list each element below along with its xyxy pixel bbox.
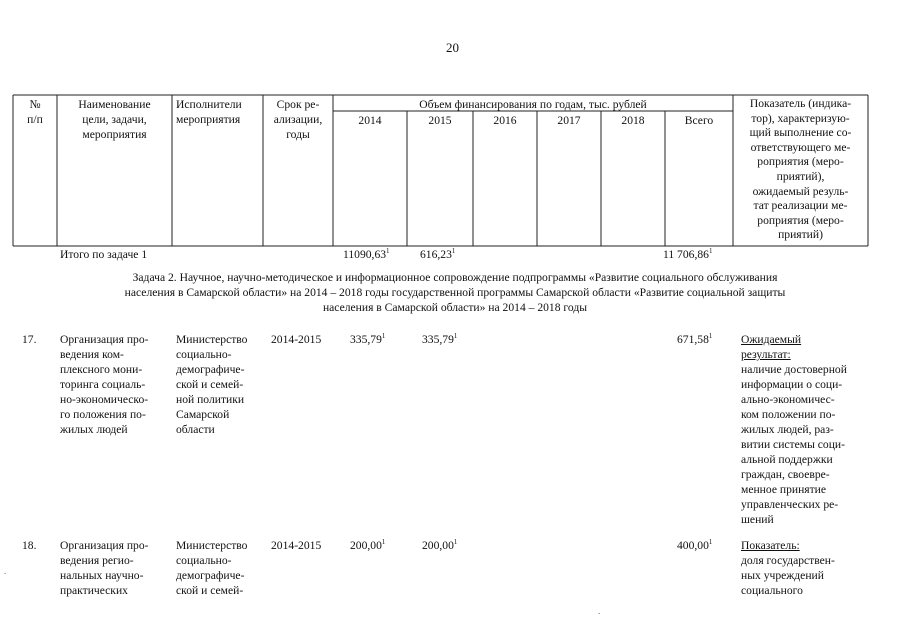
row-17-2014-value: 335,79 — [350, 333, 382, 346]
row-18-name-line: нальных научно- — [60, 569, 144, 582]
header-executors — [176, 97, 266, 127]
row-17-indicator — [741, 332, 865, 527]
row-18-total-value: 400,00 — [677, 539, 709, 552]
task2-heading-line: населения в Самарской области» на 2014 – 2018 годы — [322, 301, 588, 314]
header-num — [13, 97, 57, 127]
row-17-name-line: торинга социаль- — [60, 378, 146, 391]
row-17-2015-value: 335,79 — [422, 333, 454, 346]
row-17-indicator-line: витии системы соци- — [741, 438, 845, 451]
task2-heading-line: Задача 2. Научное, научно-методическое и информационное сопровождение подпрограммы «Развитие социального обслуживания — [132, 271, 778, 284]
row-18-executor-line: демографиче- — [176, 569, 245, 582]
row-18-executor — [176, 538, 247, 598]
footnote-mark: 1 — [451, 247, 456, 255]
header-indicator-line: ответствующего ме- — [750, 140, 851, 154]
footnote-mark: 1 — [708, 247, 713, 255]
row-17-indicator-line: информации о соци- — [741, 378, 843, 391]
header-indicator-line: приятий) — [778, 228, 823, 242]
row-17-term: 2014-2015 — [271, 333, 322, 346]
header-term-line: годы — [286, 128, 310, 141]
row-18-executor-line: Министерство — [176, 539, 248, 552]
row-17-name-line: го положения по- — [60, 408, 146, 421]
header-name-line: цели, задачи, — [82, 113, 147, 126]
header-indicator — [733, 97, 868, 243]
row-17-indicator-line: менное принятие — [741, 483, 827, 496]
row-18-total — [677, 538, 712, 553]
row-17-executor-line: Самарской — [176, 408, 230, 421]
header-year-2018: 2018 — [621, 114, 645, 127]
row-17-executor — [176, 332, 247, 437]
row-18-2015-value: 200,00 — [422, 539, 454, 552]
scan-dot: . — [598, 606, 601, 616]
footnote-mark: 1 — [708, 538, 713, 546]
row-17-indicator-line: управленческих ре- — [741, 498, 839, 511]
row-17-executor-line: социально- — [176, 348, 232, 361]
task2-heading-line: населения в Самарской области» на 2014 – 2018 годы государственной программы Самарской области «Развитие социальной защиты — [124, 286, 786, 299]
header-indicator-line: роприятия (меро- — [757, 213, 844, 227]
row-17-executor-line: ной политики — [176, 393, 245, 406]
row-18-indicator — [741, 538, 865, 598]
header-indicator-line: тор), характеризую- — [751, 111, 850, 125]
row-18-2014 — [350, 538, 385, 553]
row-17-total — [677, 332, 712, 347]
row-18-indicator-line: ных учреждений — [741, 569, 824, 582]
subtotal-2014 — [343, 247, 390, 262]
row-17-name-line: жилых людей — [60, 423, 128, 436]
row-17-name-line: но-экономическо- — [60, 393, 149, 406]
row-17-executor-line: демографиче- — [176, 363, 245, 376]
row-17-indicator-line: альной поддержки — [741, 453, 833, 466]
header-name-line: Наименование — [78, 98, 151, 111]
header-indicator-line: Показатель (индика- — [749, 97, 852, 110]
header-indicator-line: щий выполнение со- — [749, 126, 852, 140]
subtotal-total-value: 11 706,86 — [663, 248, 709, 261]
subtotal-2015-value: 616,23 — [420, 248, 452, 261]
row-18-term: 2014-2015 — [271, 539, 322, 552]
header-funding: Объем финансирования по годам, тыс. рублей — [419, 98, 647, 111]
row-17-indicator-line: наличие достоверной — [741, 363, 847, 376]
header-num-line: № — [29, 98, 41, 111]
header-indicator-line: ожидаемый резуль- — [752, 184, 849, 198]
header-year-2017: 2017 — [557, 114, 581, 127]
row-18-name-line: практических — [60, 584, 128, 597]
subtotal-2015 — [420, 247, 455, 262]
footnote-mark: 1 — [381, 538, 386, 546]
header-name — [57, 97, 172, 142]
header-year-2016: 2016 — [493, 114, 517, 127]
task2-heading — [60, 270, 850, 315]
header-name-line: мероприятия — [82, 128, 147, 141]
page-number: 20 — [446, 40, 459, 55]
header-indicator-line: роприятия (меро- — [757, 155, 844, 169]
header-executors-line: мероприятия — [176, 113, 241, 126]
row-18-name — [60, 538, 166, 598]
row-18-name-line: Организация про- — [60, 539, 149, 552]
row-17-indicator-line: ком положении по- — [741, 408, 836, 421]
footnote-mark: 1 — [386, 247, 390, 255]
row-17-indicator-line: шений — [741, 513, 774, 526]
row-17-indicator-line: граждан, своевре- — [741, 468, 830, 481]
footnote-mark: 1 — [708, 332, 713, 340]
row-17-total-value: 671,58 — [677, 333, 709, 346]
subtotal-label: Итого по задаче 1 — [60, 248, 148, 261]
row-17-2014 — [350, 332, 385, 347]
row-17-executor-line: Министерство — [176, 333, 248, 346]
footnote-mark: 1 — [453, 332, 458, 340]
row-17-indicator-head: результат: — [741, 348, 791, 361]
header-indicator-line: тат реализации ме- — [753, 199, 848, 213]
header-total: Всего — [684, 114, 714, 127]
row-17-indicator-line: жилых людей, раз- — [741, 423, 834, 436]
scan-dot: . — [4, 566, 7, 576]
row-17-executor-line: области — [176, 423, 215, 436]
header-term — [263, 97, 333, 142]
row-17-name — [60, 332, 166, 437]
row-17-indicator-head: Ожидаемый — [741, 333, 802, 346]
header-year-2014: 2014 — [358, 114, 382, 127]
subtotal-total — [663, 247, 712, 262]
row-18-indicator-line: социального — [741, 584, 803, 597]
row-17-name-line: Организация про- — [60, 333, 149, 346]
row-17-indicator-line: ально-экономичес- — [741, 393, 835, 406]
header-indicator-line: приятий), — [776, 169, 825, 183]
row-17-executor-line: ской и семей- — [176, 378, 244, 391]
header-term-line: Срок ре- — [276, 98, 320, 111]
header-num-line: п/п — [27, 113, 43, 126]
row-17-num: 17. — [22, 333, 37, 346]
header-term-line: ализации, — [273, 113, 323, 126]
header-year-2015: 2015 — [428, 114, 452, 127]
row-18-num: 18. — [22, 539, 37, 552]
row-18-name-line: ведения регио- — [60, 554, 134, 567]
row-17-name-line: ведения ком- — [60, 348, 124, 361]
row-18-indicator-head: Показатель: — [741, 539, 800, 552]
header-executors-line: Исполнители — [176, 98, 242, 111]
row-18-2015 — [422, 538, 457, 553]
row-17-2015 — [422, 332, 457, 347]
footnote-mark: 1 — [453, 538, 458, 546]
subtotal-2014-value: 11090,63 — [343, 248, 387, 261]
footnote-mark: 1 — [381, 332, 386, 340]
row-18-executor-line: социально- — [176, 554, 232, 567]
row-18-2014-value: 200,00 — [350, 539, 382, 552]
row-18-indicator-line: доля государствен- — [741, 554, 835, 567]
row-18-executor-line: ской и семей- — [176, 584, 244, 597]
row-17-name-line: плексного мони- — [60, 363, 143, 376]
